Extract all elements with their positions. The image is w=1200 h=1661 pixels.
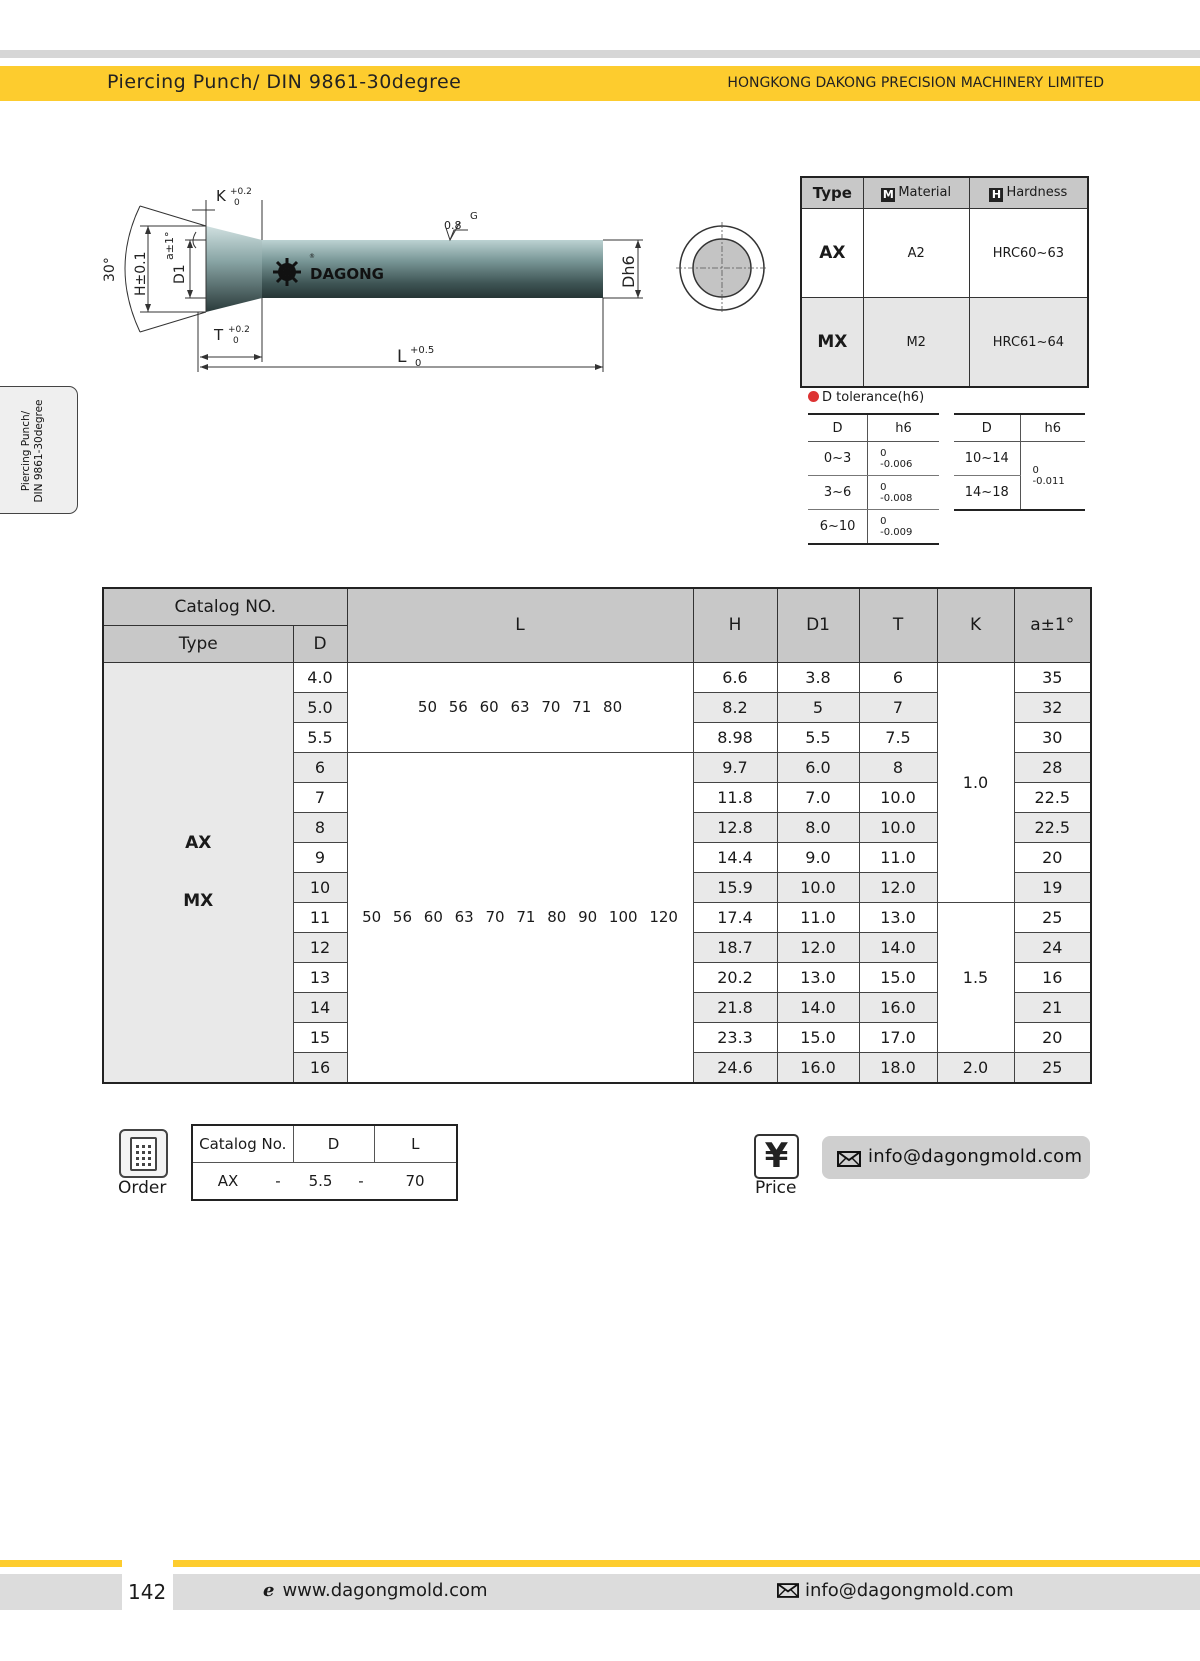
d1-cell: 10.0 — [777, 872, 859, 902]
d1-cell: 9.0 — [777, 842, 859, 872]
email-button[interactable] — [822, 1136, 1090, 1179]
h-cell: 14.4 — [693, 842, 777, 872]
t-cell: 8 — [859, 752, 937, 782]
d1-cell: 8.0 — [777, 812, 859, 842]
d1-cell: 6.0 — [777, 752, 859, 782]
tolerance-row: 14~18 — [954, 476, 1085, 511]
d1-cell: 14.0 — [777, 992, 859, 1022]
d1-cell: 16.0 — [777, 1052, 859, 1083]
l-cell: 50 56 60 63 70 71 80 90 100 120 — [347, 752, 693, 1083]
k-tol-minus: 0 — [234, 198, 240, 208]
k-label: K — [216, 187, 226, 205]
footer-website[interactable]: e www.dagongmold.com — [263, 1580, 488, 1601]
h-label: H±0.1 — [133, 251, 149, 296]
h-cell: 11.8 — [693, 782, 777, 812]
roughness-value: 0.8 — [444, 219, 462, 232]
tolerance-row: 6~10 0 -0.009 — [808, 510, 939, 545]
a-cell: 24 — [1014, 932, 1091, 962]
d-cell: 5.0 — [293, 692, 347, 722]
k-cell: 1.0 — [937, 662, 1014, 902]
t-cell: 12.0 — [859, 872, 937, 902]
d-cell: 15 — [293, 1022, 347, 1052]
order-d-value: 5.5 — [308, 1172, 333, 1190]
order-phone-icon — [119, 1129, 168, 1178]
t-label: T — [214, 326, 224, 344]
a-cell: 30 — [1014, 722, 1091, 752]
d1-cell: 13.0 — [777, 962, 859, 992]
hardness-header: H Hardness — [969, 177, 1088, 209]
price-label: Price — [755, 1178, 797, 1198]
mail-icon — [777, 1583, 799, 1598]
d1-header: D1 — [777, 588, 859, 662]
order-d-header: D — [293, 1125, 374, 1163]
a-cell: 32 — [1014, 692, 1091, 722]
order-label: Order — [118, 1178, 167, 1198]
t-cell: 7.5 — [859, 722, 937, 752]
angle-label: 30° — [102, 257, 118, 282]
d-cell: 10 — [293, 872, 347, 902]
d-cell: 14 — [293, 992, 347, 1022]
d1-cell: 5.5 — [777, 722, 859, 752]
h-cell: 6.6 — [693, 662, 777, 692]
footer-email[interactable]: info@dagongmold.com — [777, 1580, 1014, 1601]
h-cell: 8.2 — [693, 692, 777, 722]
a-cell: 22.5 — [1014, 812, 1091, 842]
d-header: D — [293, 625, 347, 662]
t-cell: 7 — [859, 692, 937, 722]
material-row: MX M2 HRC61~64 — [801, 298, 1088, 388]
side-tab-line1: Piercing Punch/ — [20, 410, 32, 492]
page-number: 142 — [128, 1580, 167, 1604]
price-icon: ¥ — [754, 1134, 799, 1179]
k-tol-plus: +0.2 — [230, 187, 252, 197]
t-cell: 14.0 — [859, 932, 937, 962]
tolerance-table-right: D h6 10~14 0 -0.011 14~18 — [954, 413, 1085, 511]
type-cell — [103, 662, 293, 1083]
table-row — [103, 662, 1091, 692]
type-value: AX — [185, 833, 212, 853]
h-cell: 24.6 — [693, 1052, 777, 1083]
hardness-icon: H — [989, 188, 1003, 202]
a-label: a±1° — [163, 231, 176, 260]
d-cell: 12 — [293, 932, 347, 962]
l-cell: 50 56 60 63 70 71 80 — [347, 662, 693, 752]
t-cell: 11.0 — [859, 842, 937, 872]
order-l-value: 70 — [405, 1172, 425, 1190]
web-icon: e — [263, 1580, 275, 1601]
roughness-symbol: G — [470, 211, 478, 222]
d-cell: 5.5 — [293, 722, 347, 752]
punch-drawing — [80, 180, 680, 380]
company-name: HONGKONG DAKONG PRECISION MACHINERY LIMITED — [727, 75, 1104, 91]
type-value: MX — [183, 891, 214, 911]
h-header: H — [693, 588, 777, 662]
d-cell: 9 — [293, 842, 347, 872]
t-tol-minus: 0 — [233, 336, 239, 346]
order-catalog-value: AX — [217, 1172, 239, 1190]
l-header: L — [347, 588, 693, 662]
t-cell: 13.0 — [859, 902, 937, 932]
t-cell: 10.0 — [859, 782, 937, 812]
d-cell: 4.0 — [293, 662, 347, 692]
catalog-table — [102, 587, 1092, 1084]
d-cell: 16 — [293, 1052, 347, 1083]
tolerance-row: 10~14 0 -0.011 — [954, 442, 1085, 476]
h-cell: 23.3 — [693, 1022, 777, 1052]
l-label: L — [397, 347, 407, 367]
tolerance-icon — [808, 391, 819, 402]
h-cell: 17.4 — [693, 902, 777, 932]
a-cell: 35 — [1014, 662, 1091, 692]
tolerance-row: 0~3 0 -0.006 — [808, 442, 939, 476]
d1-cell: 12.0 — [777, 932, 859, 962]
tolerance-title: D tolerance(h6) — [808, 390, 924, 405]
h-cell: 21.8 — [693, 992, 777, 1022]
order-example-table: Catalog No. D L AX - 5.5 - 70 — [191, 1124, 458, 1201]
material-header: M Material — [863, 177, 969, 209]
l-tol-minus: 0 — [415, 358, 422, 369]
order-l-header: L — [374, 1125, 457, 1163]
l-tol-plus: +0.5 — [410, 345, 435, 356]
tolerance-row: 3~6 0 -0.008 — [808, 476, 939, 510]
brand-text: DAGONG — [310, 265, 384, 283]
catalog-no-header: Catalog NO. — [103, 588, 347, 625]
d-cell: 8 — [293, 812, 347, 842]
h-cell: 8.98 — [693, 722, 777, 752]
material-icon: M — [882, 187, 894, 201]
d-cell: 7 — [293, 782, 347, 812]
k-header: K — [937, 588, 1014, 662]
h-cell: 9.7 — [693, 752, 777, 782]
a-header: a±1° — [1014, 588, 1091, 662]
header-bar — [0, 66, 1200, 101]
k-cell: 1.5 — [937, 902, 1014, 1052]
a-cell: 25 — [1014, 1052, 1091, 1083]
end-view-drawing — [676, 222, 768, 314]
t-cell: 18.0 — [859, 1052, 937, 1083]
t-header: T — [859, 588, 937, 662]
type-header: Type — [103, 625, 293, 662]
d1-cell: 11.0 — [777, 902, 859, 932]
dagong-logo-icon — [273, 258, 301, 286]
material-table — [800, 176, 1089, 388]
t-cell: 15.0 — [859, 962, 937, 992]
h-cell: 20.2 — [693, 962, 777, 992]
t-cell: 16.0 — [859, 992, 937, 1022]
page-title: Piercing Punch/ DIN 9861-30degree — [107, 71, 462, 93]
brand-reg: ® — [309, 253, 315, 260]
h-cell: 18.7 — [693, 932, 777, 962]
t-cell: 10.0 — [859, 812, 937, 842]
tolerance-table-left: D h6 0~3 0 -0.006 3~6 0 -0.008 6~10 0 -0.009 — [808, 413, 939, 545]
type-header: Type — [801, 177, 863, 209]
order-catalog-header: Catalog No. — [192, 1125, 293, 1163]
d1-cell: 7.0 — [777, 782, 859, 812]
header-top-rule — [0, 50, 1200, 58]
a-cell: 20 — [1014, 842, 1091, 872]
punch-head — [206, 226, 262, 312]
a-cell: 28 — [1014, 752, 1091, 782]
h-cell: 12.8 — [693, 812, 777, 842]
d1-cell: 15.0 — [777, 1022, 859, 1052]
d-cell: 13 — [293, 962, 347, 992]
k-cell: 2.0 — [937, 1052, 1014, 1083]
a-cell: 22.5 — [1014, 782, 1091, 812]
a-cell: 21 — [1014, 992, 1091, 1022]
email-text: info@dagongmold.com — [868, 1146, 1083, 1167]
dh6-label: Dh6 — [619, 255, 638, 288]
t-cell: 6 — [859, 662, 937, 692]
side-tab-line2: DIN 9861-30degree — [33, 399, 45, 503]
a-cell: 25 — [1014, 902, 1091, 932]
t-tol-plus: +0.2 — [228, 325, 250, 335]
a-cell: 20 — [1014, 1022, 1091, 1052]
a-cell: 16 — [1014, 962, 1091, 992]
mail-icon — [837, 1151, 861, 1167]
h-cell: 15.9 — [693, 872, 777, 902]
d1-label: D1 — [172, 264, 188, 284]
d-cell: 6 — [293, 752, 347, 782]
a-cell: 19 — [1014, 872, 1091, 902]
t-cell: 17.0 — [859, 1022, 937, 1052]
d1-cell: 3.8 — [777, 662, 859, 692]
material-row: AX A2 HRC60~63 — [801, 209, 1088, 298]
section-side-tab[interactable] — [0, 386, 78, 514]
d-cell: 11 — [293, 902, 347, 932]
d1-cell: 5 — [777, 692, 859, 722]
